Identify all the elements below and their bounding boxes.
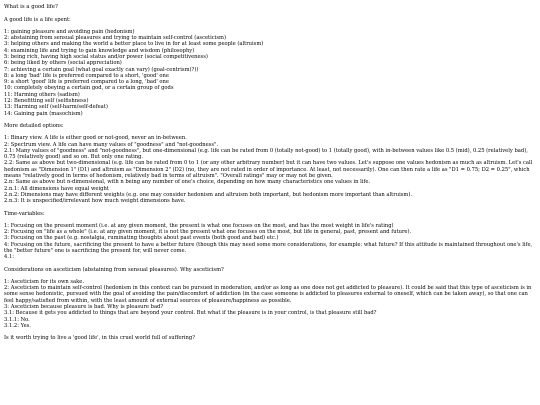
list-item: 3.1: Because it gets you addicted to things that are beyond your control. But what if the pleasure is in your control, is that pleasure still bad? (4, 310, 377, 317)
list-item: 10: completely obeying a certain god, or a certain group of gods (4, 85, 174, 92)
list-item: 2: Spectrum view. A life can have many values of "goodness" and "not-goodness". (4, 141, 219, 148)
list-item: 4: examining life and trying to gain knowledge and wisdom (philosophy) (4, 47, 195, 54)
list-item: 9: a short 'good' life is preferred compared to a long, 'bad' one (4, 79, 169, 86)
list-item: 11: Harming others (sadism) (4, 91, 80, 98)
list-item: 12: Benefitting self (selfishness) (4, 98, 89, 105)
list-item: 2.n: Same as above but n-dimensional, with n being any number of one's choice, depending on how many characteristics one values in life. (4, 179, 371, 186)
list-item: 3: Focusing on the past (e.g. nostalgia, ruminating thoughts about past events (both good and bad) etc.) (4, 235, 279, 242)
list-item: 1: Binary view. A life is either good or not-good, never an in-between. (4, 135, 187, 142)
list-item: 2.2: Same as above but two-dimensional (e.g. life can be rated from 0 to 1 (or any other arbitrary number) but it can have two values. Let's suppose one values hedonism as much as altruism. Let's call hedonism as "Dimension 1" (D1) and altruism as "Dimension 2" (D2) (no, they are not rated in order of importance. At least, not necessarily). One can then rate a life as "D1 = 0.75; D2 = 0.25", which means "relatively good in terms of hedonism, relatively bad in terms of altruism". "Overall ratings" may or may not be given. (4, 160, 533, 180)
section-heading-asceticism: Considerations on asceticism (abstaining from sensual pleasures). Why asceticism? (4, 266, 224, 273)
list-item: 2.1: Many values of "goodness" and "not-goodness", but one-dimensional (e.g. life can be rated from 0 (totally not-good) to 1 (totally good), with in-between values like 0.5 (mid), 0.25 (relatively bad), 0.75 (relatively good) and so on. But only one rating. (4, 147, 528, 161)
list-item: 1: Asceticism for its own sake. (4, 278, 85, 285)
list-item: 4: Focusing on the future, sacrificing the present to have a better future (though this may need some more considerations, for example: what future? If this attitude is maintained throughout one's life, the "better future" one is sacrificing the present for, will never come. (4, 241, 533, 254)
page-title: What is a good life? (4, 4, 58, 10)
good-life-list (4, 29, 536, 117)
list-item: 14: Gaining pain (masochism) (4, 110, 83, 117)
list-item: 1: gaining pleasure and avoiding pain (hedonism) (4, 28, 135, 35)
list-item: 4.1: (4, 254, 14, 261)
list-item: 8: a long 'bad' life is preferred compared to a short, 'good' one (4, 72, 169, 79)
detailed-options-list (4, 135, 536, 204)
list-item: 13: Harming self (self-harm/self-defeat) (4, 104, 108, 111)
closing-question: Is it worth trying to live a 'good life', in this cruel world full of suffering? (4, 335, 195, 342)
section-heading-time: Time-variables: (4, 210, 45, 217)
time-variables-list (4, 223, 536, 261)
list-item: 2.n.2: Dimensions may have different weights (e.g. one may consider hedonism and altruism both important, but hedonism more important than altruism). (4, 191, 412, 198)
list-item: 6: being liked by others (social appreciation) (4, 60, 122, 67)
list-item: 3: Asceticism because pleasure is bad. Why is pleasure bad? (4, 304, 164, 311)
list-item: 2.n.1: All dimensions have equal weight (4, 185, 109, 192)
section-heading-detailed: More detailed options: (4, 122, 64, 129)
list-item: 1: Focusing on the present moment (i.e. at any given moment, the present is what one focuses on the most, and has the most weight in life's rating) (4, 222, 394, 229)
list-item: 3.1.1: No. (4, 316, 30, 323)
list-item: 5: being rich, having high social status and/or power (social competitiveness) (4, 53, 208, 60)
list-item: 3: helping others and making the world a better place to live in for at least some people (altruism) (4, 41, 264, 48)
list-item: 2.n.3: It is unspecified/irrelevant how much weight dimensions have. (4, 198, 186, 205)
list-item: 2: Focusing on "life as a whole" (i.e. at any given moment, it is not the present what one focuses on the most, but life in general, past, present and future). (4, 229, 412, 236)
list-item: 2: abstaining from sensual pleasures and trying to maintain self-control (asceticism) (4, 35, 226, 42)
list-item: 7: achieving a certain goal (what goal exactly can vary) (goal-centrism(?)) (4, 66, 199, 73)
asceticism-list (4, 279, 536, 329)
intro-line: A good life is a life spent: (4, 16, 71, 23)
list-item: 3.1.2: Yes. (4, 322, 31, 329)
list-item: 2: Asceticism to maintain self-control (hedonism in this context can be pursued in moderation, and/or as long as one does not get addicted to pleasure). It could be said that this type of asceticism is in some sense hedonistic, pursued with the goal of avoiding the pain/discomfort of addiction (in the case someone is addicted to pleasures external to oneself, which can be taken away), so that one can feel happy/satisfied from within, with the least amount of external sources of pleasure/happiness as possible. (4, 285, 532, 304)
